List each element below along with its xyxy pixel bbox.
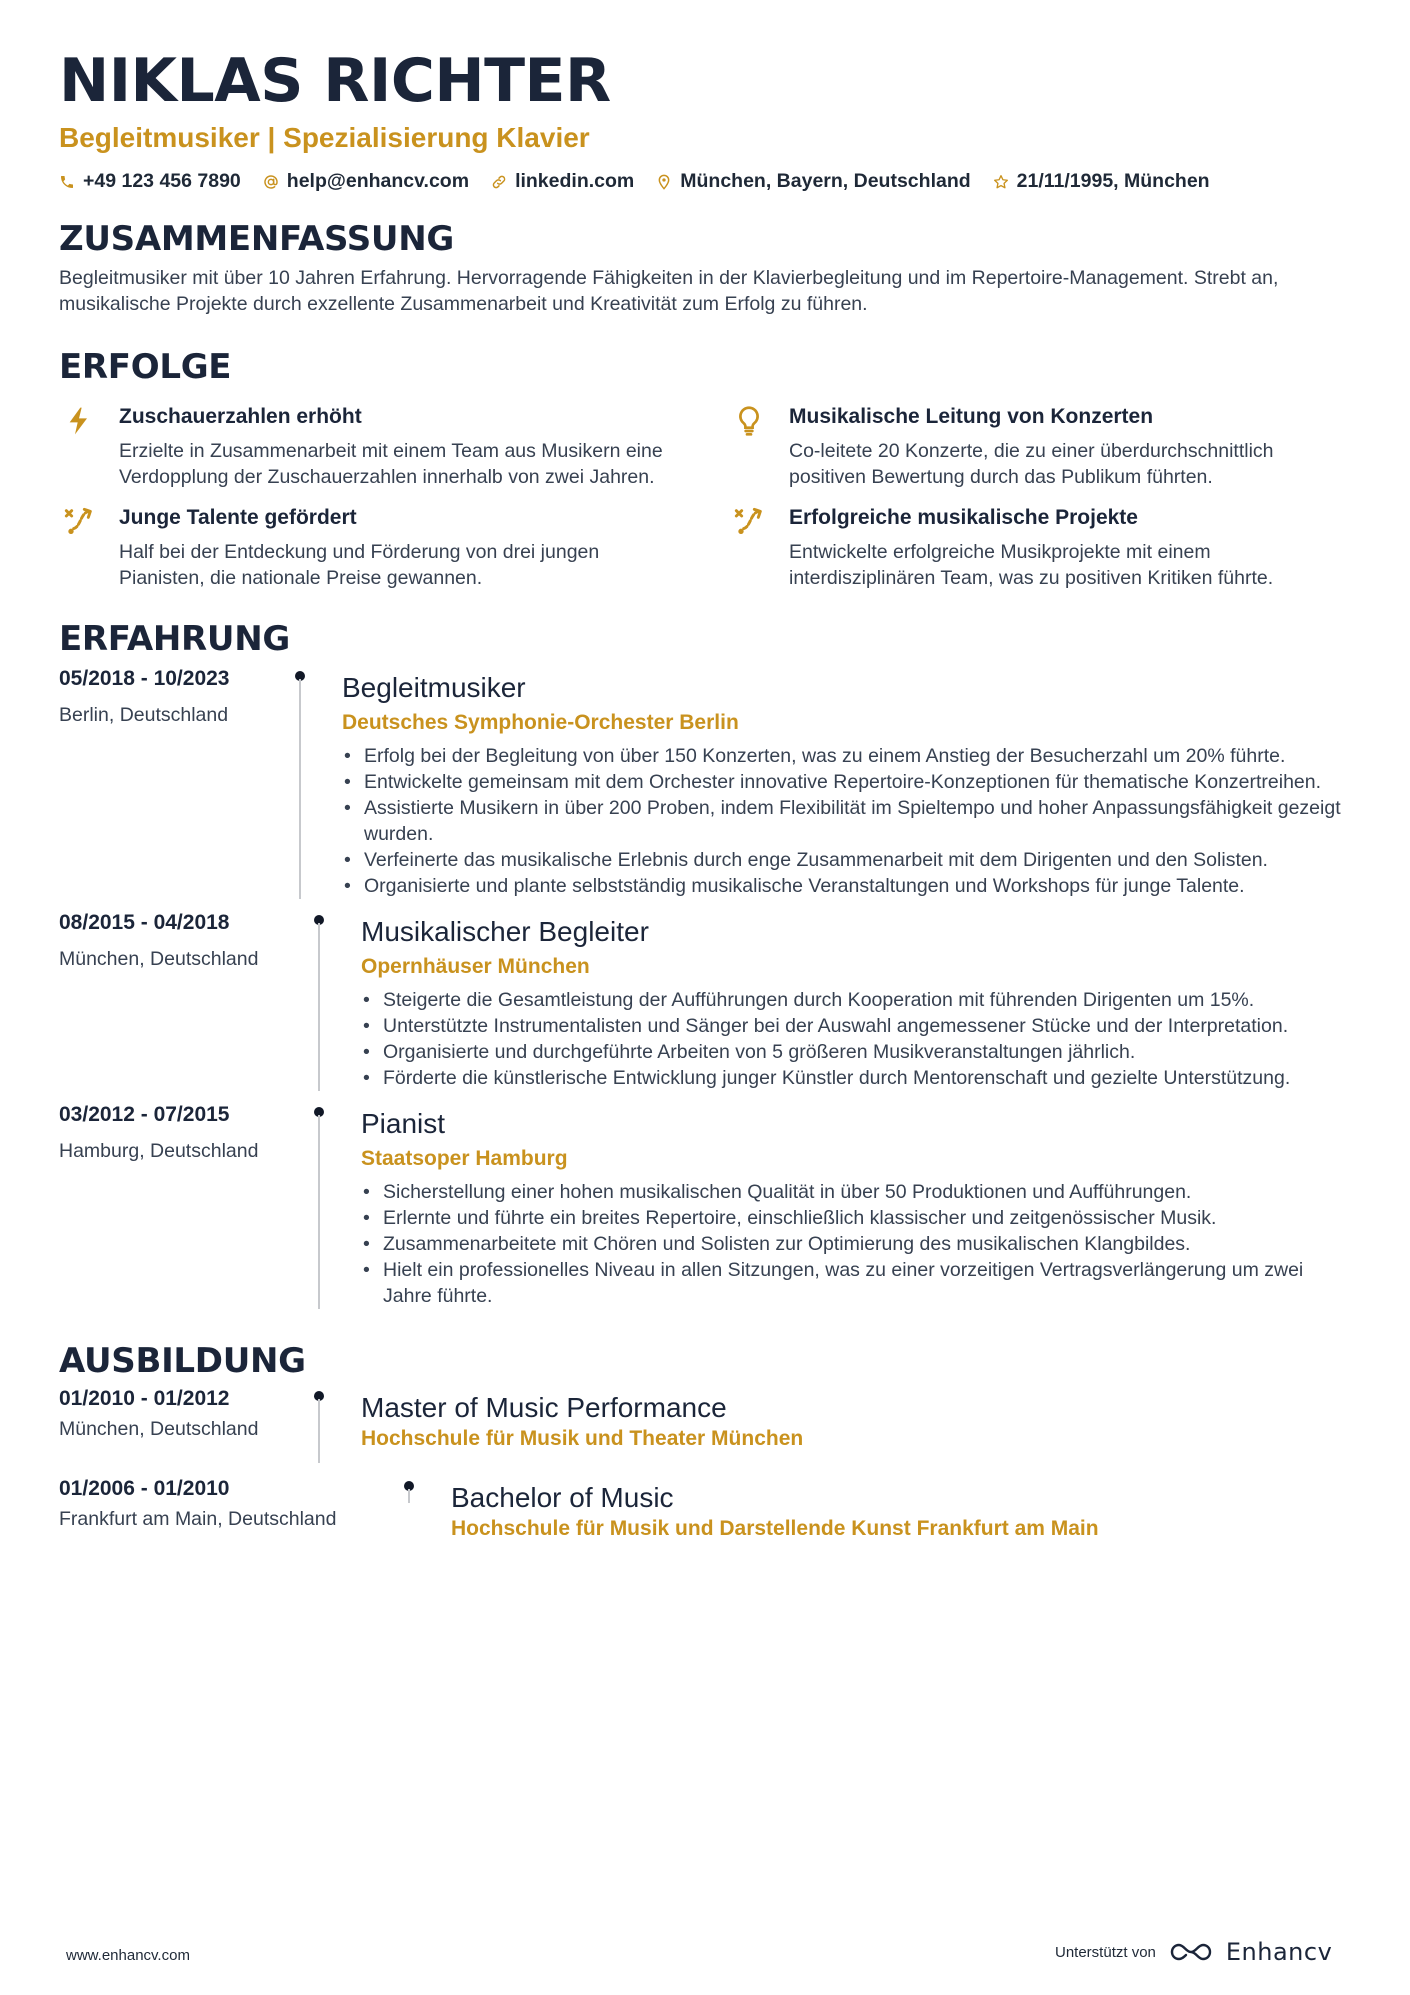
achievement-item	[59, 403, 729, 490]
education-location: Frankfurt am Main, Deutschland	[59, 1508, 337, 1530]
achievement-item	[729, 504, 1349, 591]
contact-phone[interactable]	[59, 170, 241, 193]
education-title: AUSBILDUNG	[59, 1341, 306, 1381]
education-date: 01/2006 - 01/2010	[59, 1477, 230, 1500]
education-section	[59, 1339, 1351, 1543]
experience-location: München, Deutschland	[59, 948, 259, 970]
bullet-item: • Assistierte Musikern in über 200 Proben, indem Flexibilität im Spieltempo und hoher Anpassungsfähigkeit gezeigt wurden.	[342, 795, 1351, 847]
education-item	[59, 1475, 1351, 1543]
email-text: help@enhancv.com	[286, 170, 470, 192]
contact-location	[656, 170, 970, 193]
contact-birth	[993, 170, 1210, 193]
bullet-item: • Entwickelte gemeinsam mit dem Orchester innovative Repertoire-Konzeptionen für thematische Konzertreihen.	[342, 769, 1351, 795]
lightning-icon	[63, 405, 95, 437]
bullet-item: • Verfeinerte das musikalische Erlebnis durch enge Zusammenarbeit mit dem Dirigenten und den Solisten.	[342, 847, 1351, 873]
education-item	[59, 1385, 1351, 1453]
strategy-arrow-icon	[63, 506, 95, 538]
achievement-desc: Entwickelte erfolgreiche Musikprojekte mit einem interdisziplinären Team, was zu positiven Kritiken führte.	[789, 541, 1274, 589]
education-degree: Master of Music Performance	[361, 1392, 727, 1423]
summary-title: ZUSAMMENFASSUNG	[59, 219, 454, 259]
achievement-item	[59, 504, 729, 591]
experience-section	[59, 617, 1351, 1309]
bullet-item: • Erlernte und führte ein breites Repertoire, einschließlich klassischer und zeitgenössischer Musik.	[361, 1205, 1351, 1231]
achievement-title: Musikalische Leitung von Konzerten	[789, 405, 1154, 428]
experience-date: 03/2012 - 07/2015	[59, 1103, 230, 1126]
bullet-item: • Hielt ein professionelles Niveau in allen Sitzungen, was zu einer vorzeitigen Vertragsverlängerung um zwei Jahre führte.	[361, 1257, 1351, 1309]
education-location: München, Deutschland	[59, 1418, 259, 1440]
footer-website[interactable]: www.enhancv.com	[66, 1947, 190, 1964]
bullet-item: • Erfolg bei der Begleitung von über 150 Konzerten, was zu einem Anstieg der Besucherzahl um 20% führte.	[342, 743, 1351, 769]
birth-text: 21/11/1995, München	[1016, 170, 1210, 192]
experience-role: Musikalischer Begleiter	[361, 916, 649, 947]
candidate-name: NIKLAS RICHTER	[59, 46, 611, 116]
experience-item	[59, 665, 1351, 899]
experience-location: Berlin, Deutschland	[59, 704, 229, 726]
experience-date: 05/2018 - 10/2023	[59, 667, 230, 690]
contact-linkedin[interactable]	[491, 170, 634, 193]
achievement-desc: Half bei der Entdeckung und Förderung von drei jungen Pianisten, die nationale Preise gewannen.	[119, 541, 600, 589]
timeline-line	[318, 1399, 320, 1463]
timeline-line	[318, 923, 320, 1091]
experience-role: Begleitmusiker	[342, 672, 526, 703]
lightbulb-icon	[733, 405, 765, 437]
achievement-desc: Co-leitete 20 Konzerte, die zu einer überdurchschnittlich positiven Bewertung durch das Publikum führten.	[789, 440, 1274, 488]
bullet-item: • Organisierte und durchgeführte Arbeiten von 5 größeren Musikveranstaltungen jährlich.	[361, 1039, 1351, 1065]
timeline-line	[299, 679, 301, 899]
experience-bullets	[361, 1179, 1351, 1309]
achievement-desc: Erzielte in Zusammenarbeit mit einem Team aus Musikern eine Verdopplung der Zuschauerzahlen innerhalb von zwei Jahren.	[119, 440, 663, 488]
star-icon	[993, 174, 1009, 190]
phone-icon	[59, 174, 75, 190]
footer-branding	[1055, 1938, 1332, 1966]
achievements-section	[59, 345, 1351, 591]
enhancv-logo-icon	[1168, 1940, 1214, 1964]
location-text: München, Bayern, Deutschland	[680, 170, 971, 192]
experience-bullets	[342, 743, 1351, 899]
experience-role: Pianist	[361, 1108, 446, 1139]
bullet-item: • Steigerte die Gesamtleistung der Aufführungen durch Kooperation mit führenden Dirigenten um 15%.	[361, 987, 1351, 1013]
powered-by-text: Unterstützt von	[1055, 1943, 1156, 1961]
experience-title: ERFAHRUNG	[59, 619, 290, 659]
experience-company: Opernhäuser München	[361, 955, 590, 978]
achievement-title: Zuschauerzahlen erhöht	[119, 405, 362, 428]
experience-date: 08/2015 - 04/2018	[59, 911, 230, 934]
at-sign-icon	[263, 174, 279, 190]
achievement-title: Erfolgreiche musikalische Projekte	[789, 506, 1138, 529]
summary-text: Begleitmusiker mit über 10 Jahren Erfahrung. Hervorragende Fähigkeiten in der Klavierbegleitung und im Repertoire-Management. Strebt an, musikalische Projekte durch exzellente Zusammenarbeit und Kreativität zum Erfolg zu führen.	[59, 267, 1279, 315]
experience-bullets	[361, 987, 1351, 1091]
candidate-title: Begleitmusiker | Spezialisierung Klavier	[59, 122, 590, 153]
contact-email[interactable]	[263, 170, 469, 193]
experience-location: Hamburg, Deutschland	[59, 1140, 259, 1162]
strategy-arrow-icon	[733, 506, 765, 538]
experience-item	[59, 909, 1351, 1091]
experience-item	[59, 1101, 1351, 1309]
experience-company: Staatsoper Hamburg	[361, 1147, 568, 1170]
bullet-item: • Organisierte und plante selbstständig musikalische Veranstaltungen und Workshops für junge Talente.	[342, 873, 1351, 899]
bullet-item: • Unterstützte Instrumentalisten und Sänger bei der Auswahl angemessener Stücke und der Interpretation.	[361, 1013, 1351, 1039]
bullet-item: • Sicherstellung einer hohen musikalischen Qualität in über 50 Produktionen und Aufführungen.	[361, 1179, 1351, 1205]
timeline-line	[318, 1115, 320, 1309]
education-school: Hochschule für Musik und Darstellende Kunst Frankfurt am Main	[451, 1517, 1099, 1540]
bullet-item: • Zusammenarbeitete mit Chören und Solisten zur Optimierung des musikalischen Klangbildes.	[361, 1231, 1351, 1257]
achievements-title: ERFOLGE	[59, 347, 232, 387]
education-school: Hochschule für Musik und Theater München	[361, 1427, 804, 1450]
enhancv-brand: Enhancv	[1225, 1938, 1333, 1966]
education-date: 01/2010 - 01/2012	[59, 1387, 230, 1410]
location-pin-icon	[656, 174, 672, 190]
contact-bar	[59, 170, 1351, 193]
achievement-title: Junge Talente gefördert	[119, 506, 357, 529]
achievement-item	[729, 403, 1349, 490]
phone-text: +49 123 456 7890	[83, 170, 241, 192]
education-degree: Bachelor of Music	[451, 1482, 674, 1513]
summary-section	[59, 217, 1351, 317]
link-icon	[491, 174, 507, 190]
timeline-line	[408, 1489, 410, 1503]
experience-company: Deutsches Symphonie-Orchester Berlin	[342, 711, 739, 734]
linkedin-text: linkedin.com	[515, 170, 635, 192]
bullet-item: • Förderte die künstlerische Entwicklung junger Künstler durch Mentorenschaft und gezielte Unterstützung.	[361, 1065, 1351, 1091]
